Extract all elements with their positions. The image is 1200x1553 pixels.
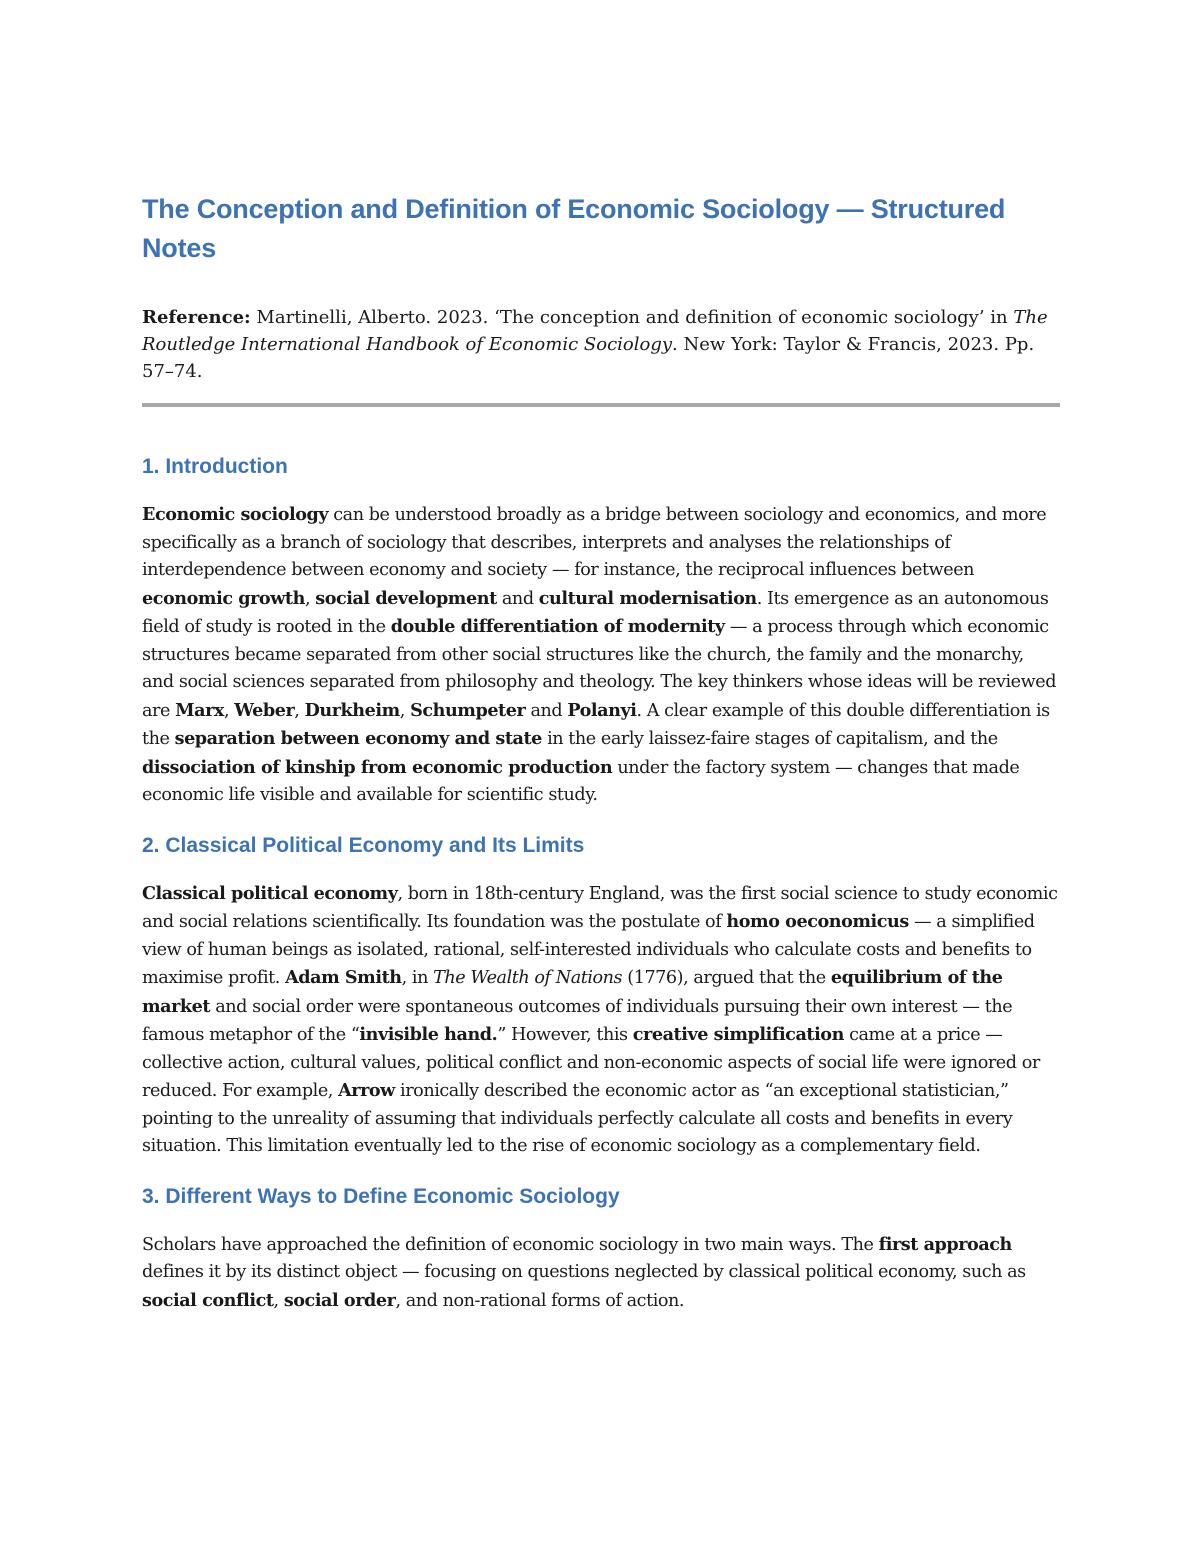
reference-text-after: . New York: Taylor & Francis, 2023. Pp. 57–74. [142, 334, 1035, 382]
bold-term: double differentiation of modernity [390, 616, 725, 637]
body-text-run: came at a price — collective action, cultural values, political conflict and non-economic aspects of social life were ignored or reduced. For example, [142, 1025, 1040, 1101]
bold-term: Polanyi [567, 699, 637, 721]
body-text-run: , [294, 700, 305, 721]
body-text-run: can be understood broadly as a bridge between sociology and economics, and more specifically as a branch of sociology that describes, interprets and analyses the relationships of interdependence between economy and society — for instance, the reciprocal influences between [142, 505, 1047, 580]
bold-term: homo oeconomicus [726, 911, 909, 932]
section-body-defining-economic-sociology [142, 1231, 1060, 1316]
bold-term: creative simplification [632, 1024, 844, 1045]
bold-term: economic growth [142, 587, 305, 609]
bold-term: social development [315, 587, 497, 609]
bold-term: Weber [234, 699, 295, 721]
bold-term: equilibrium of the market [142, 967, 1003, 1017]
bold-term: social order [283, 1289, 396, 1311]
bold-term: social conflict [142, 1289, 274, 1311]
bold-term: Marx [175, 699, 224, 721]
bold-term: separation between economy and state [174, 728, 542, 749]
body-text-run: and [496, 588, 539, 609]
document-page [142, 190, 1060, 1315]
body-text-run: , [273, 1290, 284, 1311]
bold-term: cultural modernisation [538, 587, 757, 609]
bold-term: invisible hand. [359, 1024, 498, 1045]
section-body-introduction [142, 501, 1060, 810]
body-text-run: . A clear example of this double differentiation is the [142, 700, 1050, 749]
bold-term: Arrow [338, 1080, 395, 1101]
body-text-run: defines it by its distinct object — focusing on questions neglected by classical political economy, such as [142, 1262, 1026, 1282]
bold-term: Classical political economy [142, 882, 398, 904]
body-text-run: and [525, 700, 568, 721]
body-text-run: (1776), argued that the [622, 968, 831, 988]
body-text-run: under the factory system — changes that made economic life visible and available for scientific study. [142, 757, 1020, 805]
section-heading-classical-political-economy: 2. Classical Political Economy and Its Limits [142, 833, 585, 857]
bold-term: dissociation of kinship from economic production [142, 756, 613, 778]
body-text-run: , born in 18th-century England, was the first social science to study economic and social relations scientifically. Its foundation was the postulate of [142, 883, 1058, 932]
section-body-classical-political-economy [142, 880, 1060, 1161]
body-text-run: , in [401, 968, 434, 988]
body-text-run: — a simplified view of human beings as isolated, rational, self-interested individuals who calculate costs and benefits to maximise profit. [142, 912, 1035, 988]
body-text-run: , and non-rational forms of action. [395, 1290, 685, 1311]
bold-term: Durkheim [304, 699, 400, 721]
body-text-run: , [399, 700, 411, 721]
body-text-run: ironically described the economic actor as “an exceptional statistician,” pointing to the unreality of assuming that individuals perfectly calculate all costs and benefits in every situation. This limitation eventually led to the rise of economic sociology as a complementary field. [142, 1081, 1013, 1156]
reference-text-before: Martinelli, Alberto. 2023. ‘The conception and definition of economic sociology’ in [256, 307, 1008, 328]
body-text-run: — a process through which economic structures became separated from other social structures like the church, the family and the monarchy, and social sciences separated from philosophy and theology. The key thinkers whose ideas will be reviewed are [142, 617, 1057, 721]
reference-citation [142, 304, 1060, 385]
body-text-run: ” However, this [497, 1025, 633, 1045]
section-heading-defining-economic-sociology: 3. Different Ways to Define Economic Sociology [142, 1184, 620, 1208]
body-text-run: . Its emergence as an autonomous field of study is rooted in the [142, 588, 1049, 637]
body-text-run: and social order were spontaneous outcomes of individuals pursuing their own interest — the famous metaphor of the “ [142, 996, 1013, 1045]
reference-label: Reference: [142, 307, 251, 328]
reference-book-title: The Routledge International Handbook of Economic Sociology [142, 307, 1048, 355]
body-text-run: , [223, 700, 235, 721]
bold-term: Adam Smith [285, 967, 402, 988]
bold-term: Schumpeter [410, 699, 526, 721]
document-title: The Conception and Definition of Economic Sociology — Structured Notes [142, 194, 1006, 263]
body-text-run: Scholars have approached the definition of economic sociology in two main ways. The [142, 1234, 879, 1255]
body-text-run: , [304, 588, 316, 609]
bold-term: first approach [878, 1233, 1012, 1255]
section-heading-introduction: 1. Introduction [142, 455, 288, 478]
italic-title: The Wealth of Nations [433, 968, 623, 988]
body-text-run: in the early laissez-faire stages of capitalism, and the [541, 729, 998, 749]
bold-term: Economic sociology [142, 504, 329, 525]
horizontal-divider [142, 403, 1060, 407]
